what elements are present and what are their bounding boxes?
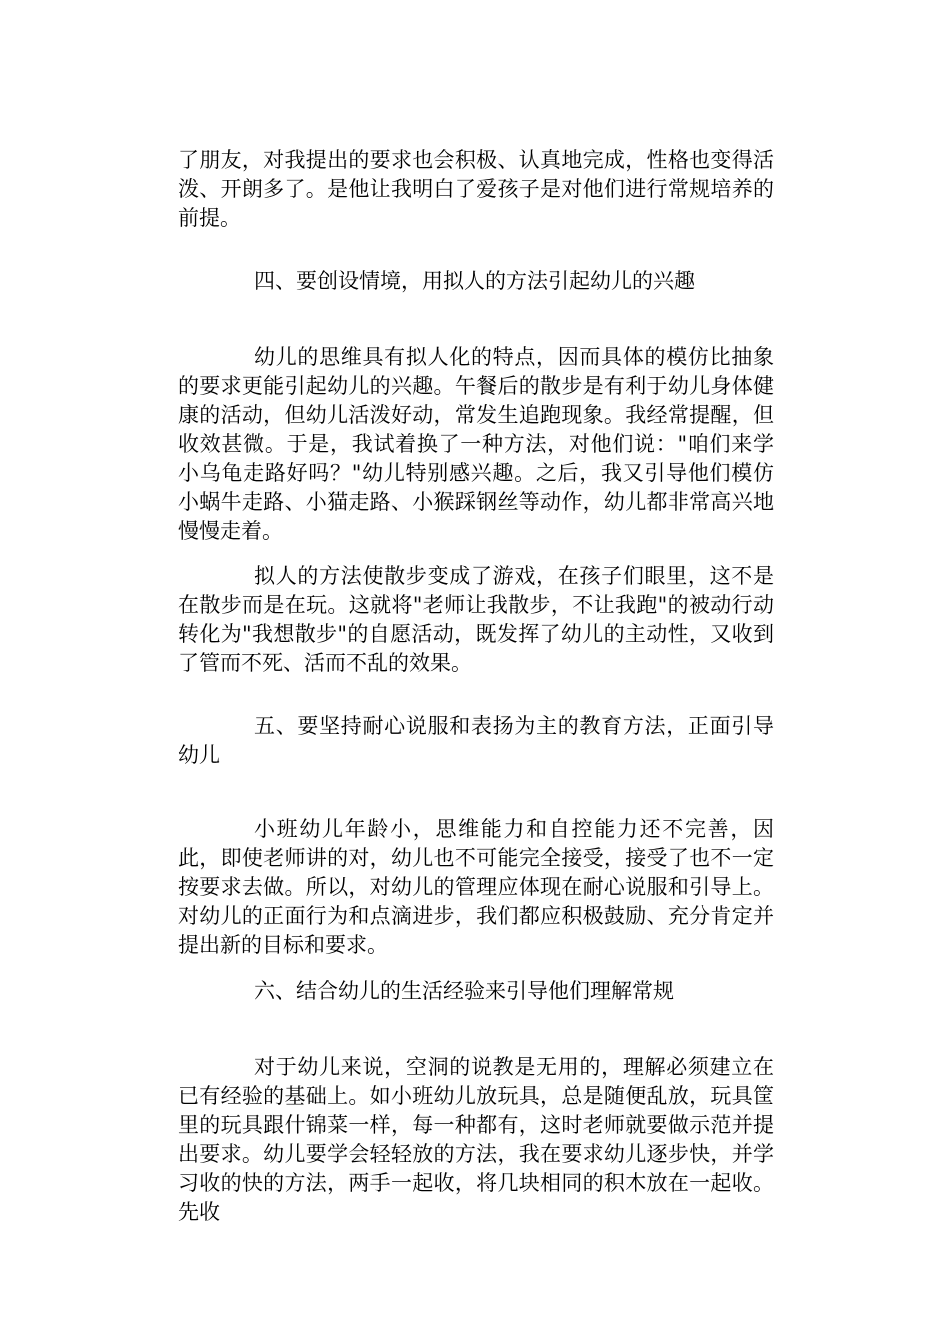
section-heading-5: 五、要坚持耐心说服和表扬为主的教育方法，正面引导幼儿	[178, 714, 774, 767]
section-heading-6: 六、结合幼儿的生活经验来引导他们理解常规	[254, 979, 674, 1003]
section-heading-4: 四、要创设情境，用拟人的方法引起幼儿的兴趣	[254, 269, 695, 293]
paragraph-body: 拟人的方法使散步变成了游戏，在孩子们眼里，这不是在散步而是在玩。这就将"老师让我散步，不让我跑"的被动行动转化为"我想散步"的自愿活动，既发挥了幼儿的主动性，又收到了管而不死、活而不乱的效果。	[178, 564, 774, 675]
paragraph-body: 小班幼儿年龄小，思维能力和自控能力还不完善，因此，即使老师讲的对，幼儿也不可能完全接受，接受了也不一定按要求去做。所以，对幼儿的管理应体现在耐心说服和引导上。对幼儿的正面行为和点滴进步，我们都应积极鼓励、充分肯定并提出新的目标和要求。	[178, 817, 774, 957]
paragraph-body: 幼儿的思维具有拟人化的特点，因而具体的模仿比抽象的要求更能引起幼儿的兴趣。午餐后的散步是有利于幼儿身体健康的活动，但幼儿活泼好动，常发生追跑现象。我经常提醒，但收效甚微。于是，我试着换了一种方法，对他们说："咱们来学小乌龟走路好吗？"幼儿特别感兴趣。之后，我又引导他们模仿小蜗牛走路、小猫走路、小猴踩钢丝等动作，幼儿都非常高兴地慢慢走着。	[178, 345, 774, 543]
paragraph-body: 对于幼儿来说，空洞的说教是无用的，理解必须建立在已有经验的基础上。如小班幼儿放玩具，总是随便乱放，玩具筐里的玩具跟什锦菜一样，每一种都有，这时老师就要做示范并提出要求。幼儿要学会轻轻放的方法，我在要求幼儿逐步快，并学习收的快的方法，两手一起收，将几块相同的积木放在一起收。先收	[178, 1055, 774, 1224]
paragraph-continuation: 了朋友，对我提出的要求也会积极、认真地完成，性格也变得活泼、开朗多了。是他让我明白了爱孩子是对他们进行常规培养的前提。	[178, 148, 774, 230]
